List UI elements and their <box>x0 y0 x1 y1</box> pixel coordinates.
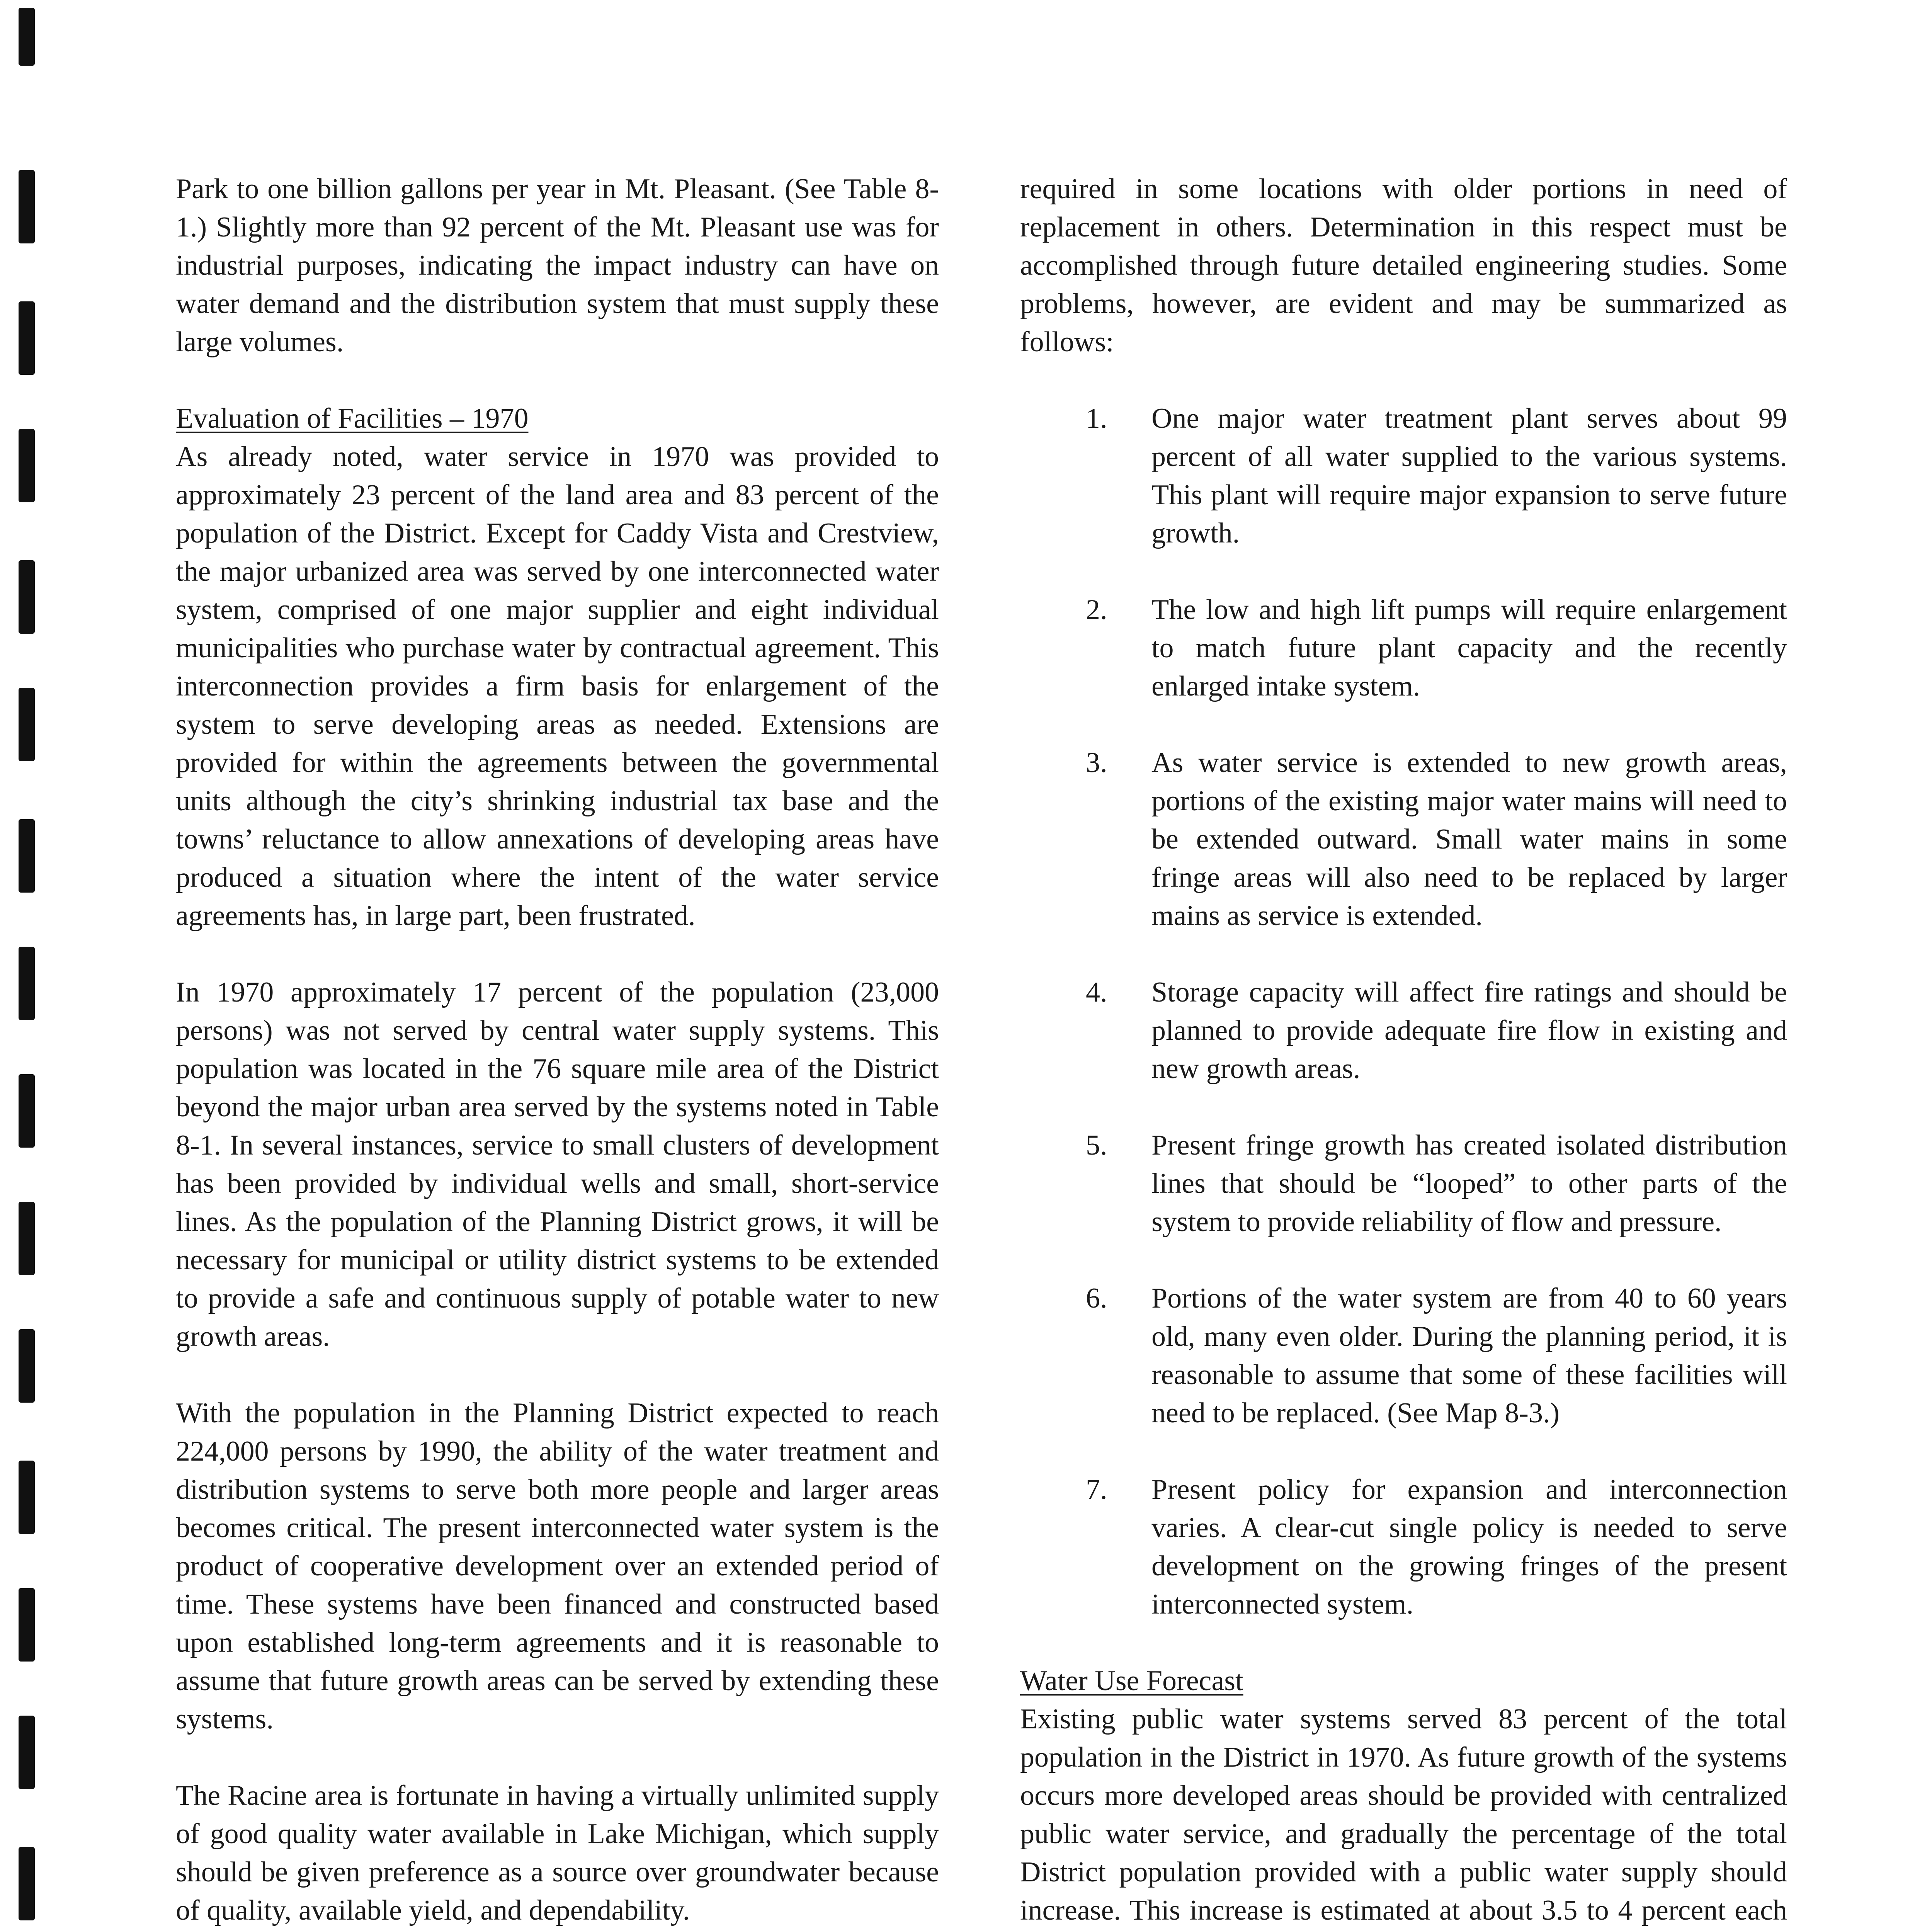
binding-hole <box>19 1074 35 1148</box>
problems-list <box>1020 400 1787 1624</box>
list-item-number: 7. <box>1086 1474 1107 1505</box>
forecast-heading: Water Use Forecast <box>1020 1665 1243 1697</box>
list-item <box>1020 591 1787 706</box>
binding-hole <box>19 819 35 893</box>
list-item-number: 1. <box>1086 403 1107 434</box>
list-item-text: Present policy for expansion and interconnection varies. A clear-cut single policy is needed to serve development on the growing fringes of the present interconnected system. <box>1151 1474 1787 1620</box>
binding-hole <box>19 560 35 634</box>
list-item <box>1020 1471 1787 1624</box>
evaluation-paragraph: As already noted, water service in 1970 was provided to approximately 23 percent of the land area and 83 percent of the population of the District. Except for Caddy Vista and Crestview, the major urbanized area was served by one interconnected water system, comprised of one major supplier and eight individual municipalities who purchase water by contractual agreement. This interconnection provides a firm basis for enlargement of the system to serve developing areas as needed. Extensions are provided for within the agreements between the governmental units although the city’s shrinking industrial tax base and the towns’ reluctance to allow annexations of developing areas have produced a situation where the intent of the water service agreements has, in large part, been frustrated. <box>176 441 939 932</box>
list-item-text: As water service is extended to new growth areas, portions of the existing major water mains will need to be extended outward. Small water mains in some fringe areas will also need to be replaced by larger mains as service is extended. <box>1151 747 1787 932</box>
unserved-population-paragraph: In 1970 approximately 17 percent of the population (23,000 persons) was not served by central water supply systems. This population was located in the 76 square mile area of the District beyond the major urban area served by the systems noted in Table 8-1. In several instances, service to small clusters of development has been provided by individual wells and small, short-service lines. As the population of the Planning District grows, it will be necessary for municipal or utility district systems to be extended to provide a safe and continuous supply of potable water to new growth areas. <box>176 976 939 1352</box>
left-column <box>176 170 939 1932</box>
list-item-number: 4. <box>1086 976 1107 1008</box>
forecast-paragraph: Existing public water systems served 83 percent of the total population in the District in 1970. As future growth of the systems occurs more developed areas should be provided with centralized public water service, and gradually the percentage of the total District population provided with a public water supply should increase. This increase is estimated at about 3.5 to 4 percent each <box>1020 1703 1787 1926</box>
list-item-number: 6. <box>1086 1282 1107 1314</box>
problems-intro-paragraph: required in some locations with older portions in need of replacement in others. Determination in this respect must be accomplished through future detailed engineering studies. Some problems, however, are evident and may be summarized as follows: <box>1020 173 1787 358</box>
binding-hole <box>19 1588 35 1662</box>
list-item <box>1020 744 1787 935</box>
binding-hole <box>19 1847 35 1920</box>
list-item-text: One major water treatment plant serves about 99 percent of all water supplied to the various systems. This plant will require major expansion to serve future growth. <box>1151 403 1787 549</box>
binding-hole <box>19 8 35 66</box>
binding-hole <box>19 1716 35 1789</box>
population-growth-paragraph: With the population in the Planning District expected to reach 224,000 persons by 1990, the ability of the water treatment and distribution systems to serve both more people and larger areas becomes critical. The present interconnected water system is the product of cooperative development over an extended period of time. These systems have been financed and constructed based upon established long-term agreements and it is reasonable to assume that future growth areas can be served by extending these systems. <box>176 1397 939 1735</box>
list-item-text: Present fringe growth has created isolated distribution lines that should be “looped” to other parts of the system to provide reliability of flow and pressure. <box>1151 1129 1787 1238</box>
intro-paragraph: Park to one billion gallons per year in Mt. Pleasant. (See Table 8-1.) Slightly more than 92 percent of the Mt. Pleasant use was for industrial purposes, indicating the impact industry can have on water demand and the distribution system that must supply these large volumes. <box>176 173 939 358</box>
binding-hole <box>19 429 35 502</box>
list-item <box>1020 973 1787 1088</box>
lake-michigan-paragraph: The Racine area is fortunate in having a virtually unlimited supply of good quality water available in Lake Michigan, which supply should be given preference as a source over groundwater because of quality, available yield, and dependability. <box>176 1780 939 1926</box>
list-item-number: 2. <box>1086 594 1107 626</box>
binding-hole <box>19 170 35 243</box>
list-item-text: The low and high lift pumps will require enlargement to match future plant capacity and the recently enlarged intake system. <box>1151 594 1787 702</box>
list-item <box>1020 400 1787 553</box>
right-column <box>1020 170 1787 1932</box>
binding-hole <box>19 1329 35 1403</box>
list-item <box>1020 1126 1787 1241</box>
binding-hole <box>19 1461 35 1534</box>
binding-hole <box>19 301 35 375</box>
binding-hole <box>19 688 35 761</box>
list-item <box>1020 1279 1787 1432</box>
list-item-text: Storage capacity will affect fire ratings and should be planned to provide adequate fire flow in existing and new growth areas. <box>1151 976 1787 1085</box>
binding-holes <box>0 0 58 1932</box>
list-item-text: Portions of the water system are from 40 to 60 years old, many even older. During the planning period, it is reasonable to assume that some of these facilities will need to be replaced. (See Map 8-3.) <box>1151 1282 1787 1429</box>
list-item-number: 5. <box>1086 1129 1107 1161</box>
list-item-number: 3. <box>1086 747 1107 779</box>
binding-hole <box>19 1202 35 1275</box>
evaluation-heading: Evaluation of Facilities – 1970 <box>176 403 529 434</box>
binding-hole <box>19 947 35 1020</box>
